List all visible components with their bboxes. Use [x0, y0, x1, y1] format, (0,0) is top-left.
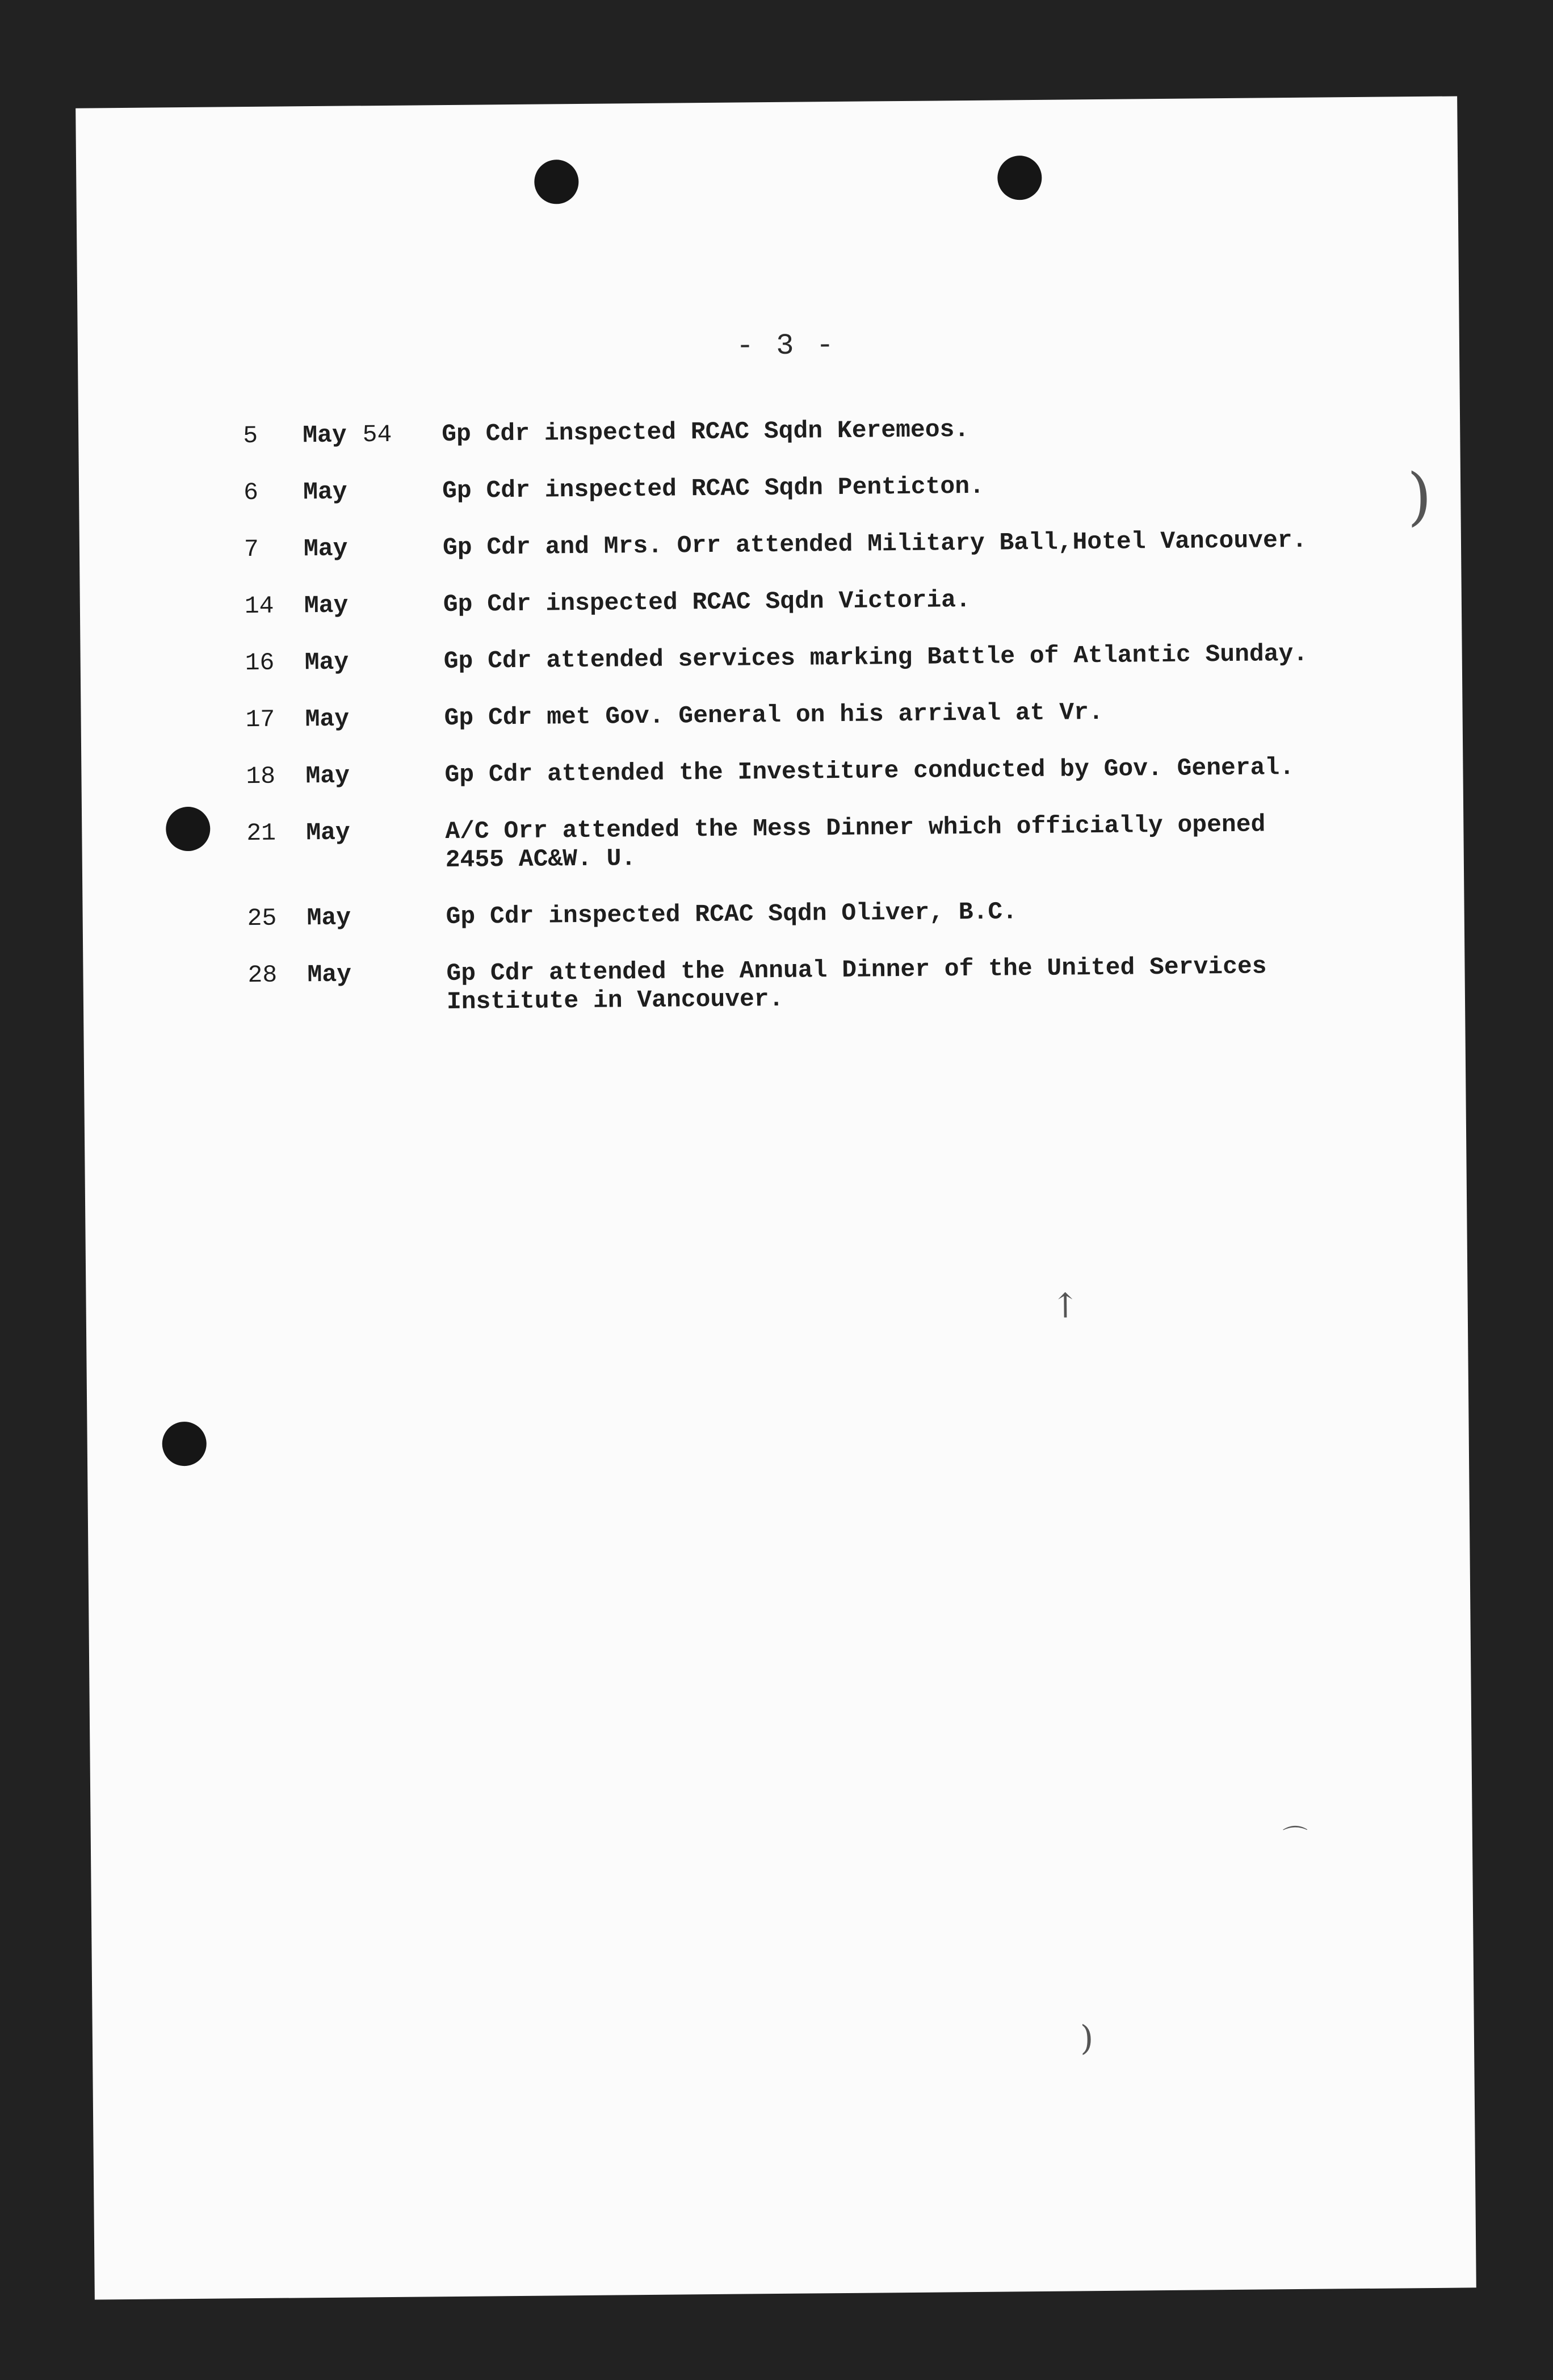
- entry-text: Gp Cdr attended services marking Battle of Atlantic Sunday.: [443, 639, 1308, 676]
- page-number: - 3 -: [736, 329, 837, 363]
- entry-month: May 54: [303, 420, 392, 450]
- pencil-mark: ⌒: [1282, 1824, 1308, 1854]
- diary-entry: [80, 581, 1462, 621]
- entry-month: May: [305, 761, 350, 790]
- entry-text: Gp Cdr inspected RCAC Sqdn Oliver, B.C.: [446, 898, 1018, 931]
- pencil-mark: ): [1407, 459, 1432, 533]
- entry-day: 25: [247, 904, 277, 933]
- entry-day: 7: [244, 535, 259, 564]
- entry-day: 5: [243, 421, 258, 450]
- document-page: [75, 96, 1476, 2299]
- entry-day: 6: [243, 478, 259, 507]
- entry-month: May: [307, 903, 351, 932]
- entry-month: May: [303, 534, 348, 563]
- entry-text: Gp Cdr attended the Investiture conducted by Gov. General.: [444, 753, 1295, 789]
- diary-entry: [82, 808, 1463, 874]
- entry-month: May: [307, 960, 352, 989]
- entry-month: May: [303, 477, 347, 506]
- diary-entries: [75, 96, 1476, 2299]
- entry-month: May: [306, 818, 350, 847]
- entry-text: Gp Cdr inspected RCAC Sqdn Victoria.: [443, 585, 971, 619]
- entry-text: Gp Cdr inspected RCAC Sqdn Penticton.: [442, 472, 985, 505]
- entry-text: Gp Cdr attended the Annual Dinner of the United Services Institute in Vancouver.: [446, 952, 1267, 1016]
- diary-entry: [79, 468, 1460, 507]
- entry-text: A/C Orr attended the Mess Dinner which officially opened 2455 AC&W. U.: [445, 810, 1266, 874]
- pencil-mark: ↑: [1051, 1286, 1080, 1326]
- entry-day: 17: [245, 705, 275, 734]
- pencil-mark: ): [1080, 2018, 1094, 2059]
- entry-month: May: [304, 591, 349, 620]
- entry-month: May: [305, 705, 350, 734]
- diary-entry: [79, 525, 1461, 564]
- entry-day: 14: [244, 592, 274, 621]
- diary-entry: [82, 894, 1464, 933]
- entry-day: 18: [246, 762, 276, 791]
- entry-text: Gp Cdr and Mrs. Orr attended Military Ball,Hotel Vancouver.: [442, 526, 1307, 562]
- entry-day: 16: [245, 648, 275, 677]
- diary-entry: [81, 695, 1462, 734]
- entry-year: 54: [362, 420, 392, 449]
- entry-day: 28: [247, 961, 278, 990]
- entry-text: Gp Cdr inspected RCAC Sqdn Keremeos.: [442, 415, 969, 449]
- entry-text: Gp Cdr met Gov. General on his arrival at Vr.: [444, 698, 1103, 732]
- diary-entry: [81, 752, 1463, 791]
- diary-entry: [78, 411, 1460, 450]
- entry-month: May: [304, 648, 349, 677]
- diary-entry: [81, 638, 1462, 677]
- diary-entry: [83, 950, 1464, 1016]
- entry-day: 21: [246, 819, 276, 848]
